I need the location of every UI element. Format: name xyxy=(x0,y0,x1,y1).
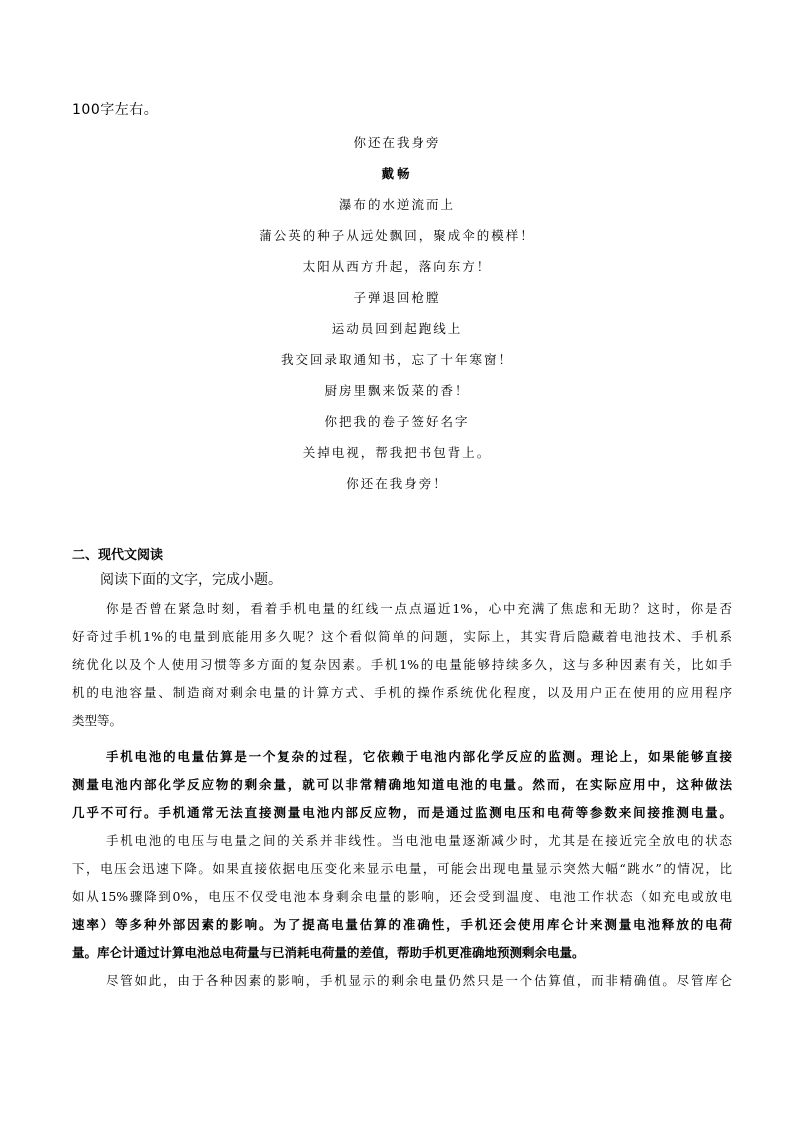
paragraph-line: 速率）等多种外部因素的影响。为了提高电量估算的准确性，手机还会使用库仑计来测量电池释放的电荷 xyxy=(72,917,732,932)
paragraph-line: 类型等。 xyxy=(72,713,123,728)
paragraph-line: 测量电池内部化学反应物的剩余量，就可以非常精确地知道电池的电量。然而，在实际应用中，这种做法 xyxy=(72,777,732,792)
paragraph-line: 统优化以及个人使用习惯等多方面的复杂因素。手机1%的电量能够持续多久，这与多种因素有关，比如手 xyxy=(72,657,732,672)
poem-title: 你还在我身旁 xyxy=(353,135,441,150)
paragraph-line: 几乎不可行。手机通常无法直接测量电池内部反应物，而是通过监测电压和电荷等参数来间接推测电量。 xyxy=(72,805,732,820)
paragraph-line: 你是否曾在紧急时刻，看着手机电量的红线一点点逼近1%，心中充满了焦虑和无助？这时，你是否 xyxy=(106,601,732,616)
poem-line: 关掉电视，帮我把书包背上。 xyxy=(302,445,492,460)
paragraph-line: 手机电池的电量估算是一个复杂的过程，它依赖于电池内部化学反应的监测。理论上，如果能够直接 xyxy=(106,749,732,764)
paragraph-line: 尽管如此，由于各种因素的影响，手机显示的剩余电量仍然只是一个估算值，而非精确值。尽管库仑 xyxy=(106,973,732,988)
poem-line: 我交回录取通知书，忘了十年寒窗！ xyxy=(280,352,513,367)
paragraph-line: 好奇过手机1%的电量到底能用多久呢？这个看似简单的问题，实际上，其实背后隐藏着电池技术、手机系 xyxy=(72,629,732,644)
poem-line: 子弹退回枪膛 xyxy=(353,290,441,305)
poem-line: 运动员回到起跑线上 xyxy=(331,321,463,336)
paragraph-line: 手机电池的电压与电量之间的关系并非线性。当电池电量逐渐减少时，尤其是在接近完全放电的状态 xyxy=(106,833,732,848)
paragraph-line: 量。库仑计通过计算电池总电荷量与已消耗电荷量的差值，帮助手机更准确地预测剩余电量。 xyxy=(72,945,585,960)
section-heading: 二、现代文阅读 xyxy=(72,548,164,563)
poem xyxy=(0,131,794,503)
paragraph-line: 下，电压会迅速下降。如果直接依据电压变化来显示电量，可能会出现电量显示突然大幅“跳水”的情况，比 xyxy=(72,861,732,876)
reading-instruction: 阅读下面的文字，完成小题。 xyxy=(100,572,282,588)
poem-author: 戴畅 xyxy=(381,166,413,181)
poem-line: 你还在我身旁！ xyxy=(346,476,448,491)
paragraph-line: 如从15%骤降到0%，电压不仅受电池本身剩余电量的影响，还会受到温度、电池工作状态（如充电或放电 xyxy=(72,889,732,904)
previous-question-tail: 100字左右。 xyxy=(72,102,159,118)
reading-passage xyxy=(72,599,732,999)
poem-line: 蒲公英的种子从远处飘回，聚成伞的模样！ xyxy=(259,228,535,243)
paragraph-line: 机的电池容量、制造商对剩余电量的计算方式、手机的操作系统优化程度，以及用户正在使用的应用程序 xyxy=(72,685,732,700)
poem-line: 瀑布的水逆流而上 xyxy=(338,197,455,212)
poem-line: 太阳从西方升起，落向东方！ xyxy=(302,259,492,274)
poem-line: 你把我的卷子签好名字 xyxy=(324,414,470,429)
poem-line: 厨房里飘来饭菜的香！ xyxy=(324,383,470,398)
